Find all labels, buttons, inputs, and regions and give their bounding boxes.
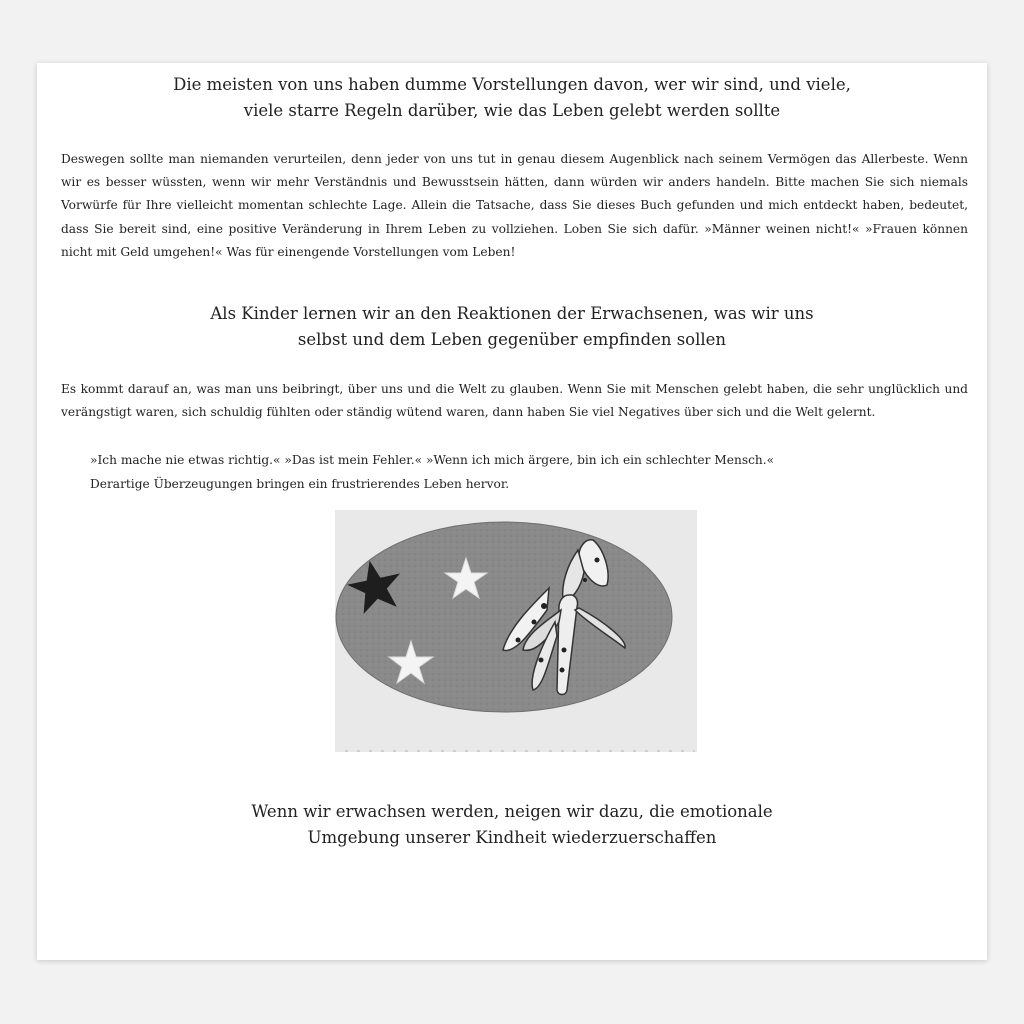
heading-line: selbst und dem Leben gegenüber empfinden sollen	[297, 330, 727, 349]
heading-line: Umgebung unserer Kindheit wiederzuerschaffen	[307, 828, 717, 847]
body-paragraph: Deswegen sollte man niemanden verurteilen, denn jeder von uns tut in genau diesem Augenblick nach seinem Vermögen das Allerbeste. Wenn wir es besser wüssten, wenn wir mehr Verständnis und Bewusstsein hätten, dann würden wir anders handeln. Bitte machen Sie sich niemals Vorwürfe für Ihre vielleicht momentan schlechte Lage. Allein die Tatsache, dass Sie dieses Buch gefunden und mich entdeckt haben, bedeutet, dass Sie bereit sind, eine positive Veränderung in Ihrem Leben zu vollziehen. Loben Sie sich dafür. »Männer weinen nicht!« »Frauen können nicht mit Geld umgehen!« Was für einengende Vorstellungen vom Leben!	[61, 152, 968, 259]
book-page	[37, 63, 987, 960]
section-heading-adults	[37, 799, 987, 851]
body-paragraph: Es kommt darauf an, was man uns beibringt, über uns und die Welt zu glauben. Wenn Sie mit Menschen gelebt haben, die sehr unglücklich und verängstigt waren, sich schuldig fühlten oder ständig wütend waren, dann haben Sie viel Negatives über sich und die Welt gelernt.	[61, 382, 968, 420]
illustration-canvas	[335, 510, 697, 752]
heading-line: Die meisten von uns haben dumme Vorstellungen davon, wer wir sind, und viele,	[173, 75, 851, 94]
section-heading-beliefs	[37, 72, 987, 124]
oval-background	[336, 522, 672, 712]
heading-line: Wenn wir erwachsen werden, neigen wir dazu, die emotionale	[251, 802, 773, 821]
closing-line: Derartige Überzeugungen bringen ein frustrierendes Leben hervor.	[90, 477, 510, 491]
caption-smudge	[345, 749, 695, 753]
childrens-drawing-illustration	[335, 510, 697, 752]
section-heading-children	[37, 301, 987, 353]
quote-line: »Ich mache nie etwas richtig.« »Das ist mein Fehler.« »Wenn ich mich ärgere, bin ich ein schlechter Mensch.«	[90, 453, 775, 467]
heading-line: Als Kinder lernen wir an den Reaktionen der Erwachsenen, was wir uns	[210, 304, 814, 323]
heading-line: viele starre Regeln darüber, wie das Leben gelebt werden sollte	[243, 101, 781, 120]
